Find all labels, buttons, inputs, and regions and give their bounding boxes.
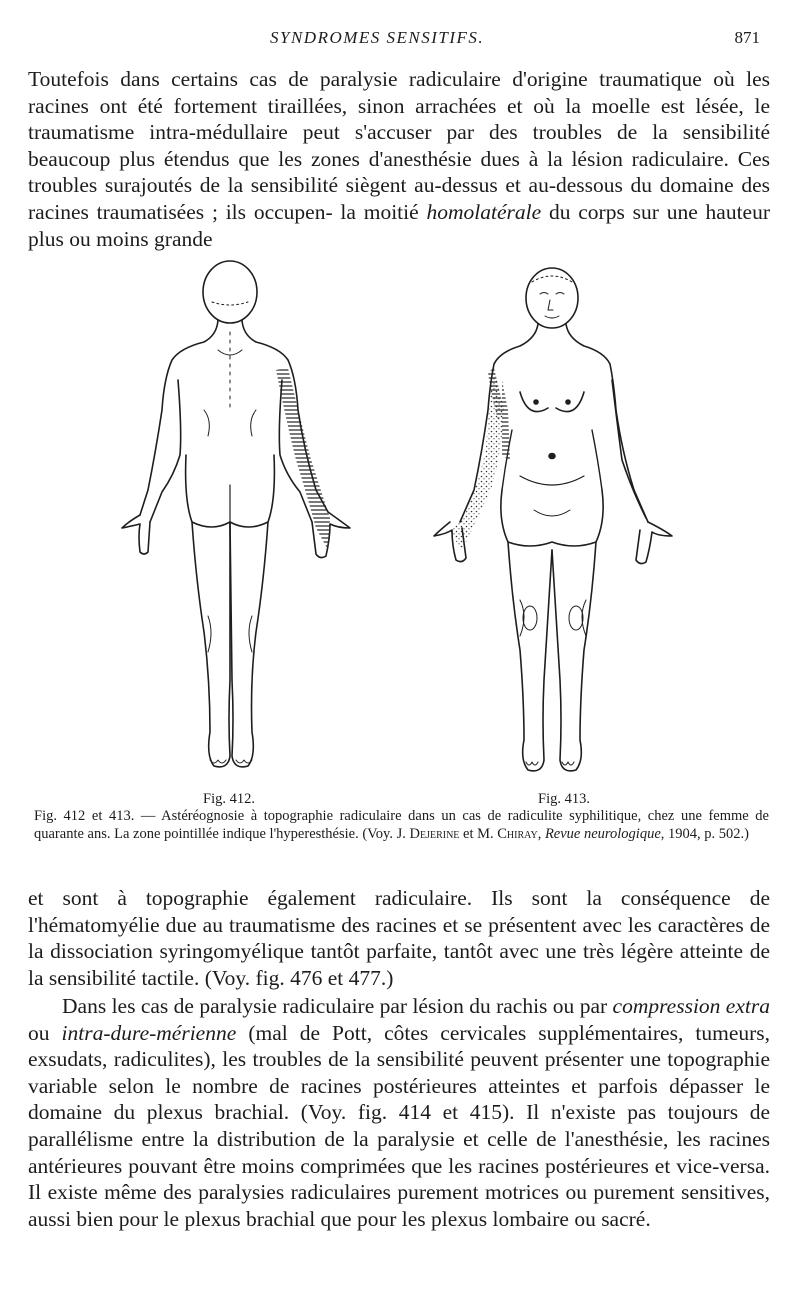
caption-text-1: Fig. 412 et 413. — Astéréognosie à topographie radiculaire dans un cas de radiculite syphilitique, chez une femme de quarante ans. La zone pointillée indique l'hyperesthésie. (Voy. J.	[34, 808, 769, 842]
paragraph-3-emphasis-1: compression extra	[612, 994, 770, 1018]
caption-text-4: , 1904, p. 502.)	[660, 825, 749, 842]
paragraph-3-emphasis-2: intra-dure-mérienne	[61, 1020, 237, 1045]
paragraph-1	[28, 66, 770, 252]
caption-author-1: Dejerine	[409, 825, 460, 842]
paragraph-1-end: du corps sur une hauteur plus ou moins grande	[28, 199, 771, 251]
paragraph-2: et sont à topographie également radiculaire. Ils sont la conséquence de l'hématomyélie due au traumatisme des racines et se présentent avec les caractères de la dissociation syringomyélique tantôt parfaite, tantôt avec une très légère atteinte de la sensibilité tactile. (Voy. fig. 476 et 477.)	[28, 886, 770, 990]
paragraph-1-text: Toutefois dans certains cas de paralysie radiculaire d'origine traumatique où les racines ont été fortement tiraillées, sinon arrachées et où la moelle est lésée, le traumatisme intra-médullaire peut s'accuser par des troubles de la sensibilité beaucoup plus étendus que les zones d'anesthésie dues à la lésion radiculaire. Ces troubles surajoutés de la sensibilité siègent au-dessus et au-dessous du domaine des racines traumatisées ; ils occupen- la moitié	[28, 67, 770, 224]
paragraph-1-emphasis: homolatérale	[426, 199, 542, 224]
caption-text-3: ,	[537, 825, 542, 842]
caption-text-2: et M.	[463, 825, 494, 842]
caption-author-2: Chiray	[497, 825, 538, 842]
paragraph-3-text-1: Dans les cas de paralysie radiculaire par lésion du rachis ou par	[62, 994, 608, 1018]
figure-412-label: Fig. 412.	[203, 791, 255, 807]
anatomical-figures	[100, 260, 720, 790]
paragraph-3-text-2: ou	[28, 1020, 50, 1045]
caption-journal: Revue neurologique	[544, 825, 661, 842]
figure-caption	[34, 808, 769, 843]
page-number: 871	[734, 28, 760, 47]
paragraph-3-text-3: (mal de Pott, côtes cervicales supplémentaires, tumeurs, exsudats, radiculites), les troubles de la sensibilité peuvent présenter une topographie variable selon le nombre de racines postérieures atteintes et parfois dépasser le domaine du plexus brachial. (Voy. fig. 414 et 415). Il n'existe pas toujours de parallélisme entre la distribution de la paralysie et celle de l'anesthésie, les racines antérieures pouvant être moins comprimées que les racines postérieures et vice-versa. Il existe même des paralysies radiculaires purement motrices ou purement sensitives, aussi bien pour le plexus brachial que pour les plexus lombaire ou sacré.	[28, 1020, 771, 1231]
running-title: SYNDROMES SENSITIFS.	[270, 28, 485, 47]
running-head	[0, 28, 800, 52]
figure-412-back-view	[122, 261, 350, 767]
paragraph-3	[28, 993, 770, 1232]
figure-413-front-view	[434, 268, 672, 771]
figure-413-label: Fig. 413.	[538, 791, 590, 807]
